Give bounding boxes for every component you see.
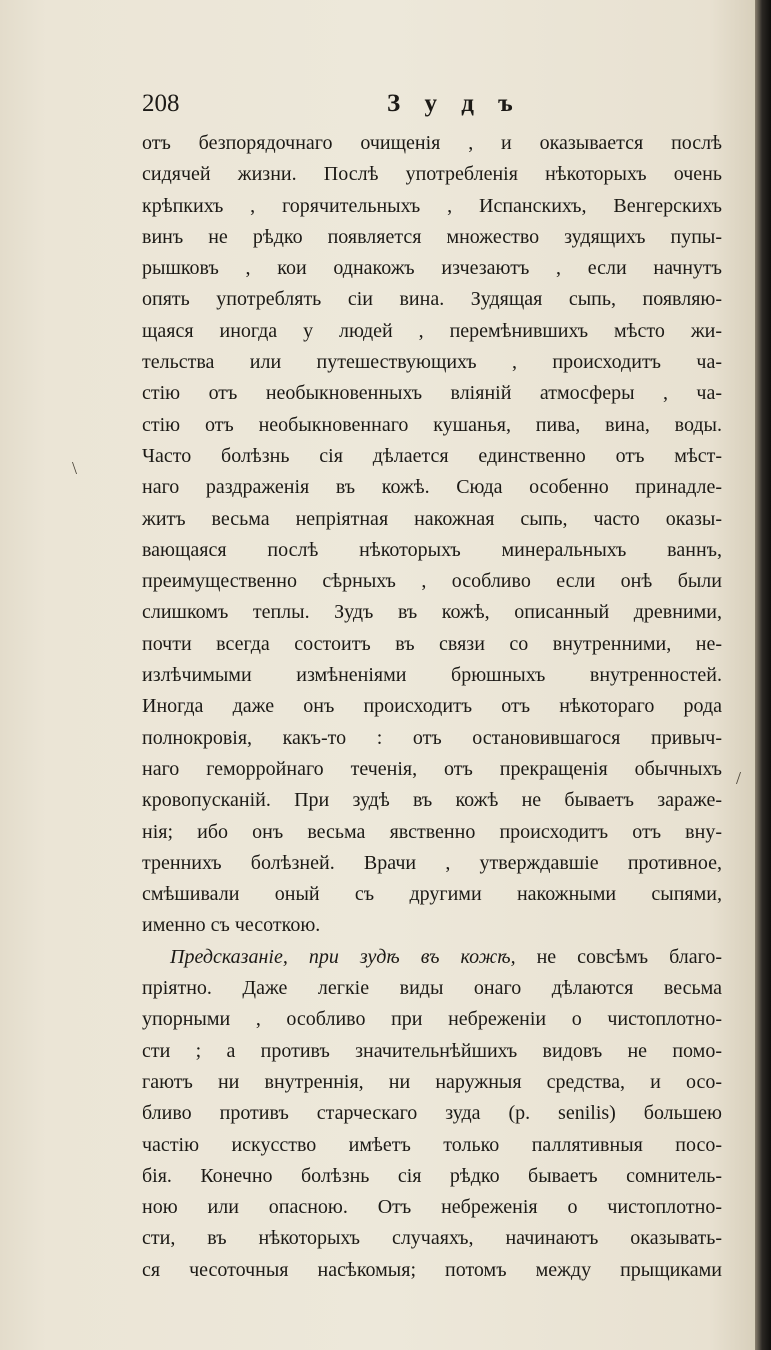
text-line: смѣшивали оный съ другими накожными сыпями, (142, 883, 722, 906)
text-line: излѣчимыми измѣненіями брюшныхъ внутренностей. (142, 664, 722, 687)
text-line: упорными , особливо при небреженіи о чистоплотно- (142, 1008, 722, 1031)
text-line: крѣпкихъ , горячительныхъ , Испанскихъ, Венгерскихъ (142, 194, 722, 217)
text-line: частію искусство имѣетъ только паллятивныя посо- (142, 1133, 722, 1156)
text-line: житъ весьма непріятная накожная сыпь, часто оказы- (142, 507, 722, 530)
text-line: кровопусканій. При зудѣ въ кожѣ не бываетъ зараже- (142, 789, 722, 812)
text-line: сти, въ нѣкоторыхъ случаяхъ, начинаютъ оказывать- (142, 1227, 722, 1250)
text-line: стію отъ необыкновенныхъ вліяній атмосферы , ча- (142, 382, 722, 405)
text-line: бливо противъ старческаго зуда (p. senilis) большею (142, 1102, 722, 1125)
italic-lead: Предсказаніе, при зудѣ въ кожѣ, (170, 945, 516, 968)
text-line (142, 942, 722, 973)
body-text (142, 128, 722, 1286)
running-head: З у д ъ (387, 90, 522, 117)
text-line: наго раздраженія въ кожѣ. Сюда особенно принадле- (142, 476, 722, 499)
text-line: Часто болѣзнь сія дѣлается единственно отъ мѣст- (142, 444, 722, 467)
text-line: Иногда даже онъ происходитъ отъ нѣкотораго рода (142, 695, 722, 718)
text-line: стію отъ необыкновеннаго кушанья, пива, вина, воды. (142, 413, 722, 436)
text-line: преимущественно сѣрныхъ , особливо если онѣ были (142, 570, 722, 593)
text-line: наго геморройнаго теченія, отъ прекращенія обычныхъ (142, 757, 722, 780)
text-line: рышковъ , кои однакожъ изчезаютъ , если начнутъ (142, 257, 722, 280)
page-number: 208 (142, 90, 180, 117)
text-line: ною или опасною. Отъ небреженія о чистоплотно- (142, 1196, 722, 1219)
margin-mark: \ (72, 458, 78, 478)
text-line: бія. Конечно болѣзнь сія рѣдко бываетъ сомнитель- (142, 1164, 722, 1187)
text-line: нія; ибо онъ весьма явственно происходитъ отъ вну- (142, 820, 722, 843)
text-line: гаютъ ни внутреннія, ни наружныя средства, и осо- (142, 1070, 722, 1093)
text-line: тельства или путешествующихъ , происходитъ ча- (142, 351, 722, 374)
text-line: именно съ чесоткою. (142, 914, 321, 937)
lead-rest: не совсѣмъ благо- (515, 945, 722, 968)
text-line: сидячей жизни. Послѣ употребленія нѣкоторыхъ очень (142, 163, 722, 186)
text-line: щаяся иногда у людей , перемѣнившихъ мѣсто жи- (142, 319, 722, 342)
text-line: почти всегда состоитъ въ связи со внутренними, не- (142, 632, 722, 655)
text-line: пріятно. Даже легкіе виды онаго дѣлаются весьма (142, 977, 722, 1000)
margin-mark: / (736, 768, 742, 788)
paragraph-1 (142, 128, 722, 942)
text-line: полнокровія, какъ-то : отъ остановившагося привыч- (142, 726, 722, 749)
text-line: винъ не рѣдко появляется множество зудящихъ пупы- (142, 225, 722, 248)
page-binding-edge (755, 0, 771, 1350)
text-line: отъ безпорядочнаго очищенія , и оказывается послѣ (142, 132, 722, 154)
text-line: ся чесоточныя насѣкомыя; потомъ между прыщиками (142, 1258, 722, 1281)
text-line: сти ; а противъ значительнѣйшихъ видовъ не помо- (142, 1039, 722, 1062)
text-line: вающаяся послѣ нѣкоторыхъ минеральныхъ ваннъ, (142, 538, 722, 561)
page-header (142, 86, 722, 122)
text-line: опять употреблять сіи вина. Зудящая сыпь, появляю- (142, 288, 722, 311)
text-line: треннихъ болѣзней. Врачи , утверждавшіе противное, (142, 851, 722, 874)
paragraph-2 (142, 942, 722, 1286)
text-line: слишкомъ теплы. Зудъ въ кожѣ, описанный древними, (142, 601, 722, 624)
